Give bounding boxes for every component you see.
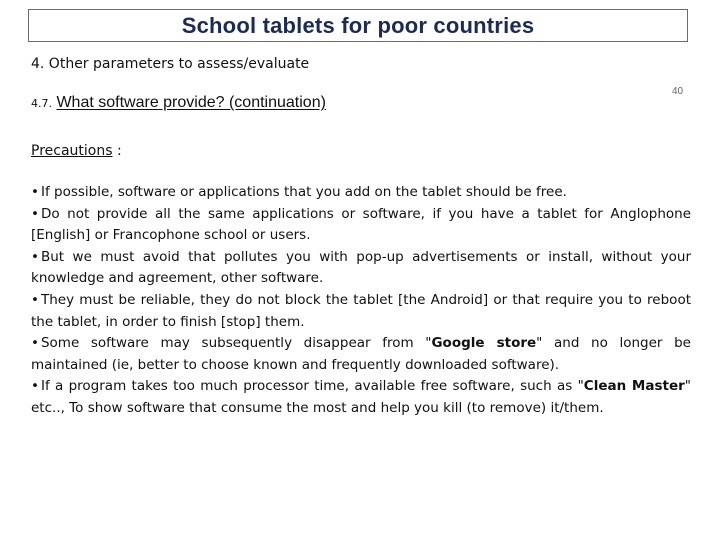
bullet-icon: • <box>31 248 39 265</box>
bullet-list <box>31 182 691 420</box>
precautions-heading <box>31 143 122 159</box>
bullet-item <box>31 376 691 419</box>
bullet-item <box>31 204 691 247</box>
bullet-icon: • <box>31 205 39 222</box>
precautions-colon: : <box>112 143 122 159</box>
bullet-text-pre: Some software may subsequently disappear from " <box>40 335 432 352</box>
bullet-text-bold: Clean Master <box>583 378 685 395</box>
bullet-text-post: " etc.., To show software that consume the most and help you kill (to remove) it/them. <box>31 378 691 416</box>
precautions-label: Precautions <box>31 143 113 159</box>
bullet-item <box>31 290 691 333</box>
bullet-icon: • <box>31 291 39 308</box>
title-box <box>28 9 688 42</box>
bullet-text: Do not provide all the same applications or software, if you have a tablet for Anglophone [English] or Francophone school or users. <box>31 205 691 244</box>
bullet-text-post: " and no longer be maintained (ie, better to choose known and frequently downloaded software). <box>31 335 691 373</box>
page-number: 40 <box>672 86 684 97</box>
subsection-number: 4.7. <box>31 97 52 110</box>
bullet-text: They must be reliable, they do not block the tablet [the Android] or that require you to reboot the tablet, in order to finish [stop] them. <box>31 291 691 330</box>
bullet-item <box>31 333 691 376</box>
section-heading: 4. Other parameters to assess/evaluate <box>31 56 310 72</box>
bullet-icon: • <box>31 184 39 200</box>
bullet-text: If possible, software or applications that you add on the tablet should be free. <box>40 184 567 200</box>
bullet-icon: • <box>31 378 39 395</box>
slide-title: School tablets for poor countries <box>181 12 535 38</box>
bullet-icon: • <box>31 335 39 352</box>
bullet-item <box>31 182 691 204</box>
subsection-heading <box>31 94 326 112</box>
bullet-item <box>31 247 691 290</box>
bullet-text: But we must avoid that pollutes you with pop-up advertisements or install, without your knowledge and agreement, other software. <box>31 248 691 287</box>
bullet-text-bold: Google store <box>431 335 537 352</box>
subsection-title: What software provide? (continuation) <box>56 94 326 111</box>
bullet-text-pre: If a program takes too much processor time, available free software, such as " <box>40 378 584 395</box>
